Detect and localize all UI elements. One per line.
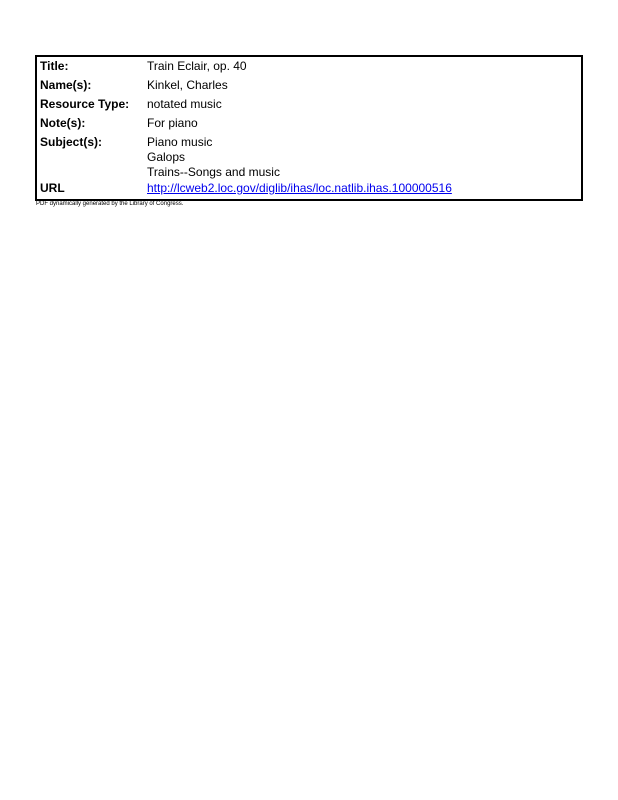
subject-item: Galops — [147, 150, 186, 164]
subject-item: Trains--Songs and music — [147, 165, 280, 179]
title-value: Train Eclair, op. 40 — [147, 59, 247, 73]
names-label: Name(s): — [40, 78, 92, 92]
notes-value: For piano — [147, 116, 198, 130]
record-url-link[interactable]: http://lcweb2.loc.gov/diglib/ihas/loc.natlib.ihas.100000516 — [147, 181, 452, 195]
resource-type-value: notated music — [147, 97, 222, 111]
pdf-generation-note: PDF dynamically generated by the Library of Congress. — [36, 201, 184, 207]
subject-item: Piano music — [147, 135, 213, 149]
notes-label: Note(s): — [40, 116, 86, 130]
names-value: Kinkel, Charles — [147, 78, 228, 92]
resource-type-label: Resource Type: — [40, 97, 130, 111]
record-metadata-box — [35, 55, 583, 201]
url-label: URL — [40, 181, 65, 195]
url-value — [147, 181, 452, 196]
subjects-value-list — [147, 135, 280, 180]
title-label: Title: — [40, 59, 69, 73]
subjects-label: Subject(s): — [40, 135, 103, 149]
